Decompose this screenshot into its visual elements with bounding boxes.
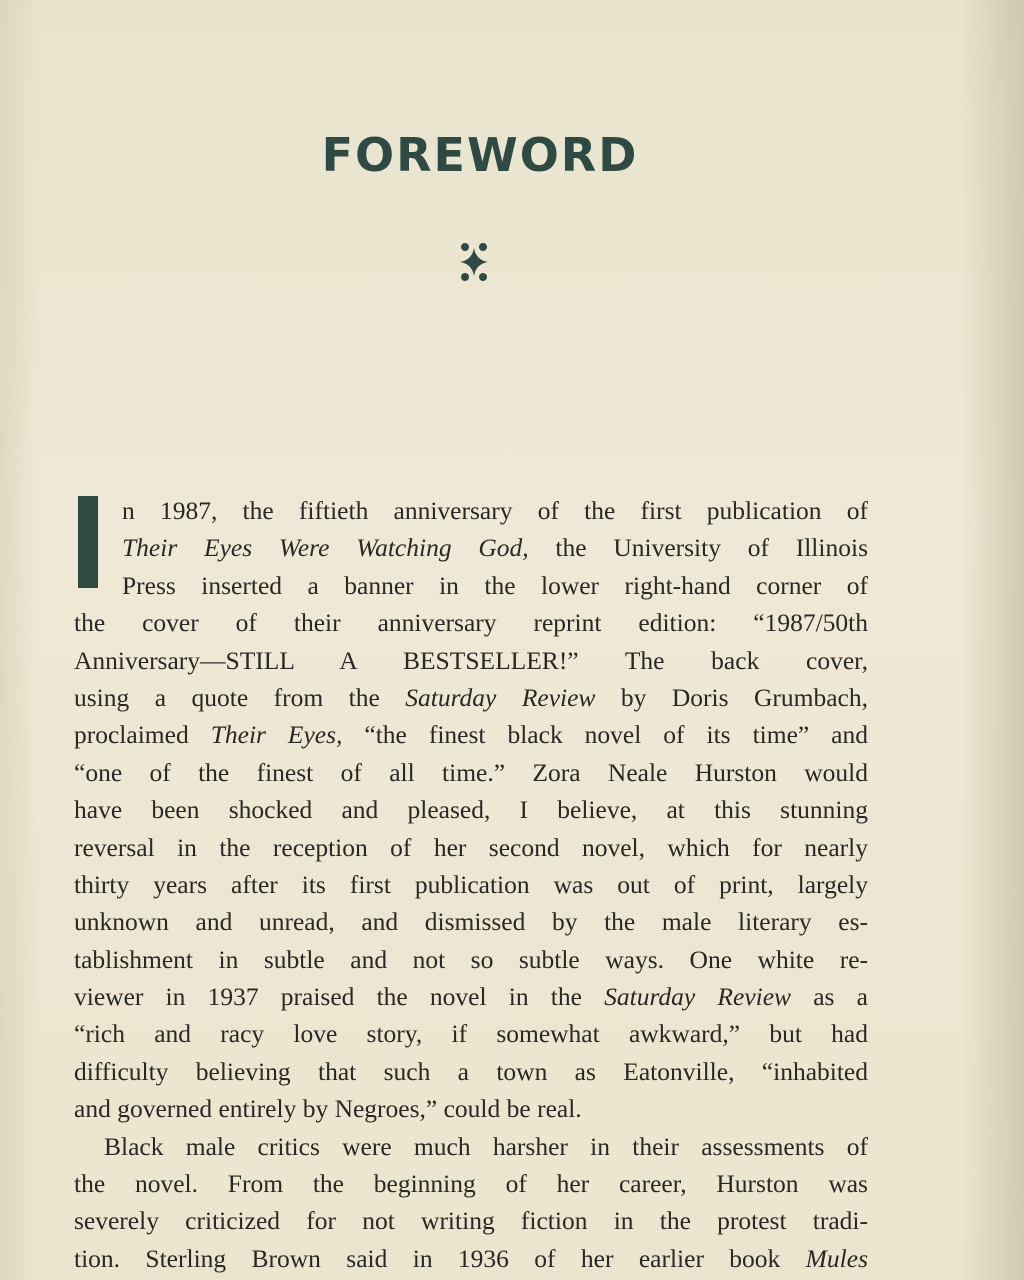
text-line: tablishment in subtle and not so subtle ways. One white re- <box>74 944 868 974</box>
text-line: thirty years after its first publication was out of print, largely <box>74 869 868 899</box>
text-line: reversal in the reception of her second novel, which for nearly <box>74 832 868 862</box>
text-line: Press inserted a banner in the lower right-hand corner of <box>122 570 868 600</box>
text-line: severely criticized for not writing fiction in the protest tradi- <box>74 1206 868 1236</box>
text-line: the cover of their anniversary reprint edition: “1987/50th <box>74 608 868 638</box>
text-line: Their Eyes Were Watching God, the University of Illinois <box>122 533 868 563</box>
foreword-body <box>74 492 868 1277</box>
star-ornament-icon <box>448 238 500 286</box>
text-line: using a quote from the Saturday Review by Doris Grumbach, <box>74 682 868 712</box>
text-line: tion. Sterling Brown said in 1936 of her earlier book Mules <box>74 1243 868 1273</box>
text-line: “rich and racy love story, if somewhat awkward,” but had <box>74 1019 868 1049</box>
text-line: “one of the finest of all time.” Zora Neale Hurston would <box>74 757 868 787</box>
text-line: n 1987, the fiftieth anniversary of the first publication of <box>122 496 868 525</box>
chapter-heading: FOREWORD <box>321 128 639 182</box>
text-line: difficulty believing that such a town as Eatonville, “inhabited <box>74 1056 868 1086</box>
text-line: have been shocked and pleased, I believe, at this stunning <box>74 795 868 825</box>
text-line: the novel. From the beginning of her career, Hurston was <box>74 1169 868 1199</box>
text-line: and governed entirely by Negroes,” could be real. <box>74 1094 582 1124</box>
text-line: viewer in 1937 praised the novel in the Saturday Review as a <box>74 982 868 1012</box>
text-line: proclaimed Their Eyes, “the finest black novel of its time” and <box>74 720 869 750</box>
text-line: Black male critics were much harsher in their assessments of <box>104 1131 868 1161</box>
text-line: unknown and unread, and dismissed by the male literary es- <box>74 907 868 937</box>
text-line: Anniversary—STILL A BESTSELLER!” The back cover, <box>74 645 868 675</box>
